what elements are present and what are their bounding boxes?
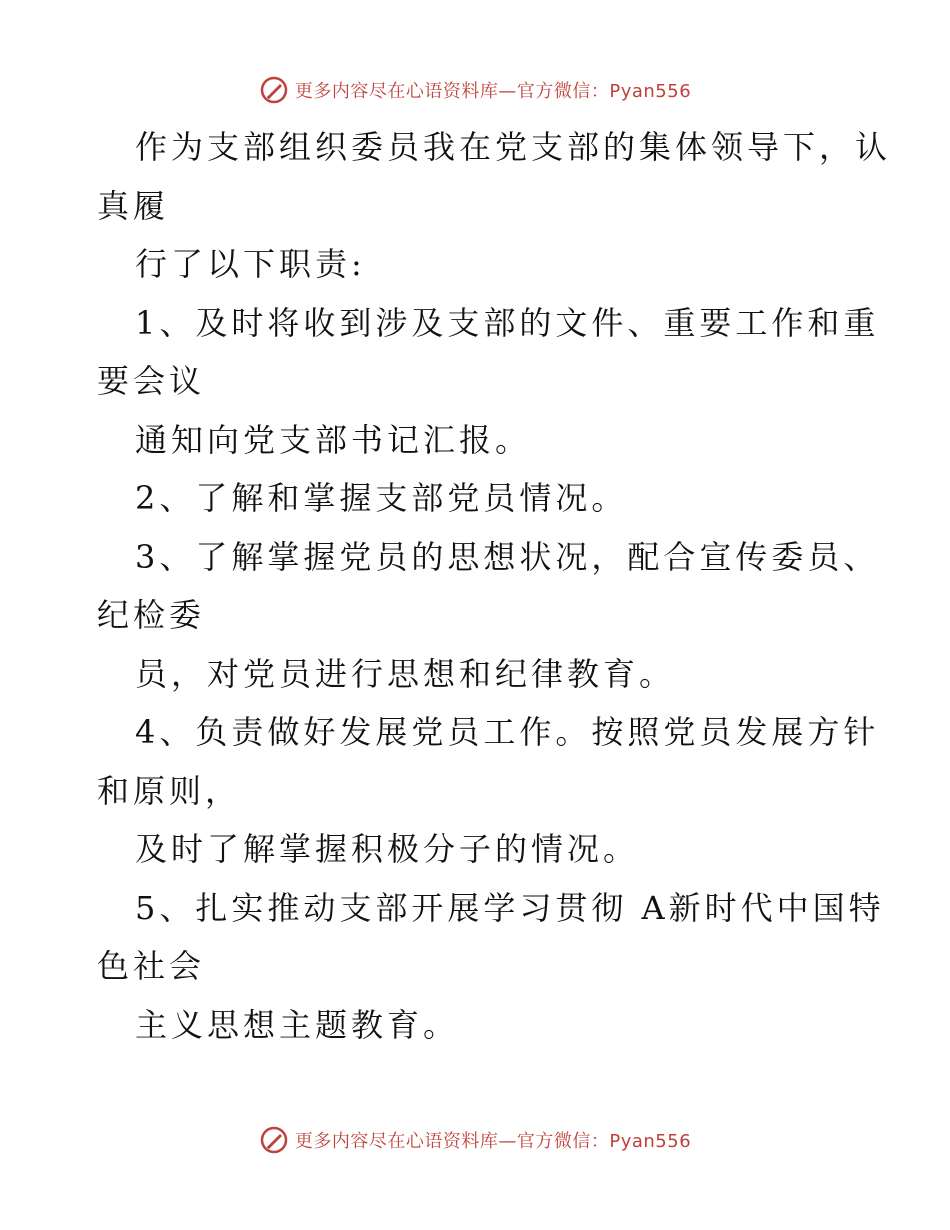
pen-logo-icon: [259, 75, 289, 105]
paragraph-line: 主义思想主题教育。: [135, 1005, 460, 1044]
footer-watermark: [0, 1120, 950, 1160]
paragraph-line: 及时了解掌握积极分子的情况。: [135, 830, 640, 868]
pen-logo-icon: [259, 1125, 289, 1155]
paragraph-line: 真履: [97, 186, 170, 225]
paragraph-line: 色社会: [97, 947, 206, 985]
footer-watermark-text: 更多内容尽在心语资料库—官方微信：Pyan556: [294, 1131, 692, 1152]
paragraph-line: 行了以下职责:: [135, 245, 366, 283]
paragraph-line: 纪检委: [97, 596, 206, 634]
paragraph-line: 4、负责做好发展党员工作。按照党员发展方针: [135, 713, 880, 751]
paragraph-line: 2、了解和掌握支部党员情况。: [135, 479, 628, 517]
paragraph-line: 员，对党员进行思想和纪律教育。: [135, 654, 676, 693]
paragraph-line: 5、扎实推动支部开展学习贯彻 A新时代中国特: [135, 888, 885, 927]
header-watermark-text: 更多内容尽在心语资料库—官方微信：Pyan556: [294, 81, 692, 102]
paragraph-line: 作为支部组织委员我在党支部的集体领导下，认: [135, 128, 892, 166]
paragraph-line: 和原则，: [97, 771, 242, 810]
paragraph-line: 要会议: [97, 362, 206, 400]
header-watermark: [0, 70, 950, 110]
paragraph-line: 3、了解掌握党员的思想状况，配合宣传委员、: [135, 537, 880, 576]
document-body: [97, 118, 892, 1054]
paragraph-line: 1、及时将收到涉及支部的文件、重要工作和重: [135, 303, 880, 342]
paragraph-line: 通知向党支部书记汇报。: [135, 420, 532, 459]
